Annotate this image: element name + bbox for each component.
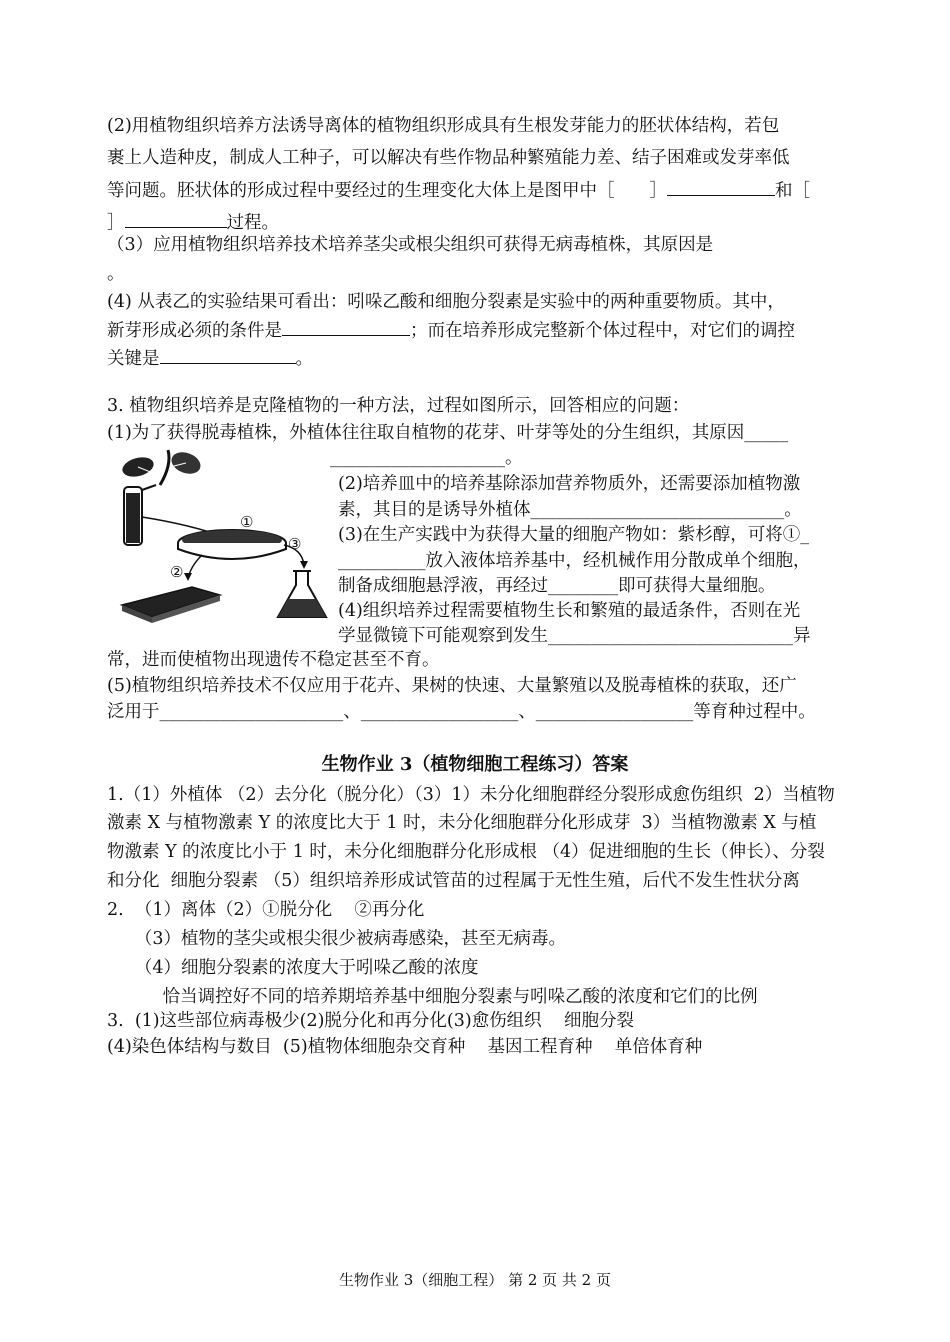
q3-line-3 xyxy=(330,446,523,470)
q3-line-11 xyxy=(107,648,440,672)
q3-line-4 xyxy=(338,472,800,496)
q2-text: （3）应用植物组织培养技术培养茎尖或根尖组织可获得无病毒植株，其原因是 xyxy=(107,235,714,255)
q2-text: 关键是 xyxy=(107,349,160,369)
answer-blank[interactable] xyxy=(160,346,296,364)
q3-text: (1)为了获得脱毒植株，外植体往往取自植物的花芽、叶芽等处的分生组织，其原因_____ xyxy=(107,423,789,443)
q2-line-8 xyxy=(107,318,795,343)
answer-blank[interactable] xyxy=(125,210,227,228)
answer-line-10 xyxy=(107,1035,702,1059)
q2-line-9 xyxy=(107,346,313,371)
q2-text: 过程。 xyxy=(226,213,279,233)
q2-line-5 xyxy=(107,233,713,257)
q3-text: 学显微镜下可能观察到发生____________________________异 xyxy=(338,626,811,646)
q3-text: (4)组织培养过程需要植物生长和繁殖的最适条件，否则在光 xyxy=(338,601,801,621)
answer-line-4 xyxy=(107,869,800,893)
q3-line-13 xyxy=(107,700,816,724)
q3-line-9 xyxy=(338,599,800,623)
figure-label-1: ① xyxy=(240,513,254,531)
answer-text: 激素 X 与植物激素 Y 的浓度比大于 1 时，未分化细胞群分化形成芽 3）当植物激素 X 与植 xyxy=(107,813,817,833)
answer-line-8 xyxy=(107,985,758,1009)
petri-dish-icon xyxy=(178,530,286,559)
answer-line-3 xyxy=(107,840,825,864)
q3-text: 素，其目的是诱导外植体_____________________________。 xyxy=(338,500,802,520)
q2-text: 和［ xyxy=(775,181,810,201)
q2-text: ；而在培养形成完整新个体过程中，对它们的调控 xyxy=(410,321,795,341)
answers-title: 生物作业 3（植物细胞工程练习）答案 xyxy=(321,754,629,775)
q3-text: 泛用于_____________________、__________________、__________________等育种过程中。 xyxy=(107,702,816,722)
answer-text: (4)染色体结构与数目 (5)植物体细胞杂交育种 基因工程育种 单倍体育种 xyxy=(107,1037,703,1057)
answer-blank[interactable] xyxy=(667,178,775,196)
q2-text: ］ xyxy=(107,213,125,233)
q3-text: 常，进而使植物出现遗传不稳定甚至不育。 xyxy=(107,650,440,670)
tissue-culture-figure xyxy=(112,445,334,627)
figure-label-2: ② xyxy=(170,563,184,581)
q3-text: 3. 植物组织培养是克隆植物的一种方法，过程如图所示，回答相应的问题： xyxy=(107,396,690,416)
q3-line-12 xyxy=(107,674,797,698)
q3-line-1 xyxy=(107,394,689,418)
q2-text: 。 xyxy=(107,264,125,284)
q2-text: (4) 从表乙的实验结果可看出：吲哚乙酸和细胞分裂素是实验中的两种重要物质。其中， xyxy=(107,292,785,312)
answer-text: 2. （1）离体（2）①脱分化 ②再分化 xyxy=(107,900,425,920)
q3-text: __________放入液体培养基中，经机械作用分散成单个细胞， xyxy=(338,551,811,571)
q3-text: (5)植物组织培养技术不仅应用于花卉、果树的快速、大量繁殖以及脱毒植株的获取，还广 xyxy=(107,676,797,696)
answer-line-6 xyxy=(107,927,566,951)
q3-line-2 xyxy=(107,421,788,445)
q2-text: 。 xyxy=(295,349,313,369)
answer-line-7 xyxy=(107,956,478,980)
answer-line-5 xyxy=(107,898,424,922)
answer-line-9 xyxy=(107,1009,634,1033)
answer-text: （4）细胞分裂素的浓度大于吲哚乙酸的浓度 xyxy=(107,958,479,978)
q3-text: 制备成细胞悬浮液，再经过________即可获得大量细胞。 xyxy=(338,576,776,596)
q3-line-7 xyxy=(338,549,811,573)
answer-line-2 xyxy=(107,811,816,835)
figure-label-3: ③ xyxy=(288,535,302,553)
page-footer: 生物作业 3（细胞工程） 第 2 页 共 2 页 xyxy=(338,1271,611,1289)
q2-line-7 xyxy=(107,290,785,314)
q2-text: 新芽形成必须的条件是 xyxy=(107,321,282,341)
answer-text: （3）植物的茎尖或根尖很少被病毒感染，甚至无病毒。 xyxy=(107,929,566,949)
q2-line-4 xyxy=(107,210,279,235)
plant-branch-icon xyxy=(120,448,203,485)
answer-blank[interactable] xyxy=(282,318,410,336)
answer-text: 1.（1）外植体 （2）去分化（脱分化）（3）1）未分化细胞群经分裂形成愈伤组织 2）当植物 xyxy=(107,785,835,805)
q2-line-1 xyxy=(107,114,779,138)
answer-line-1 xyxy=(107,783,835,807)
q2-text: 等问题。胚状体的形成过程中要经过的生理变化大体上是图甲中［ ］ xyxy=(107,181,667,201)
q2-text: 裹上人造种皮，制成人工种子，可以解决有些作物品种繁殖能力差、结子困难或发芽率低 xyxy=(107,148,790,168)
q3-text: (2)培养皿中的培养基除添加营养物质外，还需要添加植物激 xyxy=(338,474,801,494)
answer-text: 和分化 细胞分裂素 （5）组织培养形成试管苗的过程属于无性生殖，后代不发生性状分离 xyxy=(107,871,800,891)
q3-line-5 xyxy=(338,498,802,522)
answer-text: 3. (1)这些部位病毒极少(2)脱分化和再分化(3)愈伤组织 细胞分裂 xyxy=(107,1011,634,1031)
q3-line-10 xyxy=(338,624,811,648)
answer-text: 物激素 Y 的浓度比小于 1 时，未分化细胞群分化形成根 （4）促进细胞的生长（伸长）、分裂 xyxy=(107,842,825,862)
test-tube-icon xyxy=(124,485,156,545)
flask-icon xyxy=(278,571,326,617)
seedling-tray-icon xyxy=(122,587,220,623)
q2-line-3 xyxy=(107,178,810,203)
q3-text: ____________________。 xyxy=(330,448,523,468)
q2-text: (2)用植物组织培养方法诱导离体的植物组织形成具有生根发芽能力的胚状体结构，若包 xyxy=(107,116,780,136)
q2-line-6 xyxy=(107,262,125,286)
q3-text: (3)在生产实践中为获得大量的细胞产物如：紫杉醇，可将①_ xyxy=(338,525,810,545)
q3-line-8 xyxy=(338,574,776,598)
answer-text: 恰当调控好不同的培养期培养基中细胞分裂素与吲哚乙酸的浓度和它们的比例 xyxy=(107,987,758,1007)
q3-line-6 xyxy=(338,523,809,547)
q2-line-2 xyxy=(107,146,790,170)
